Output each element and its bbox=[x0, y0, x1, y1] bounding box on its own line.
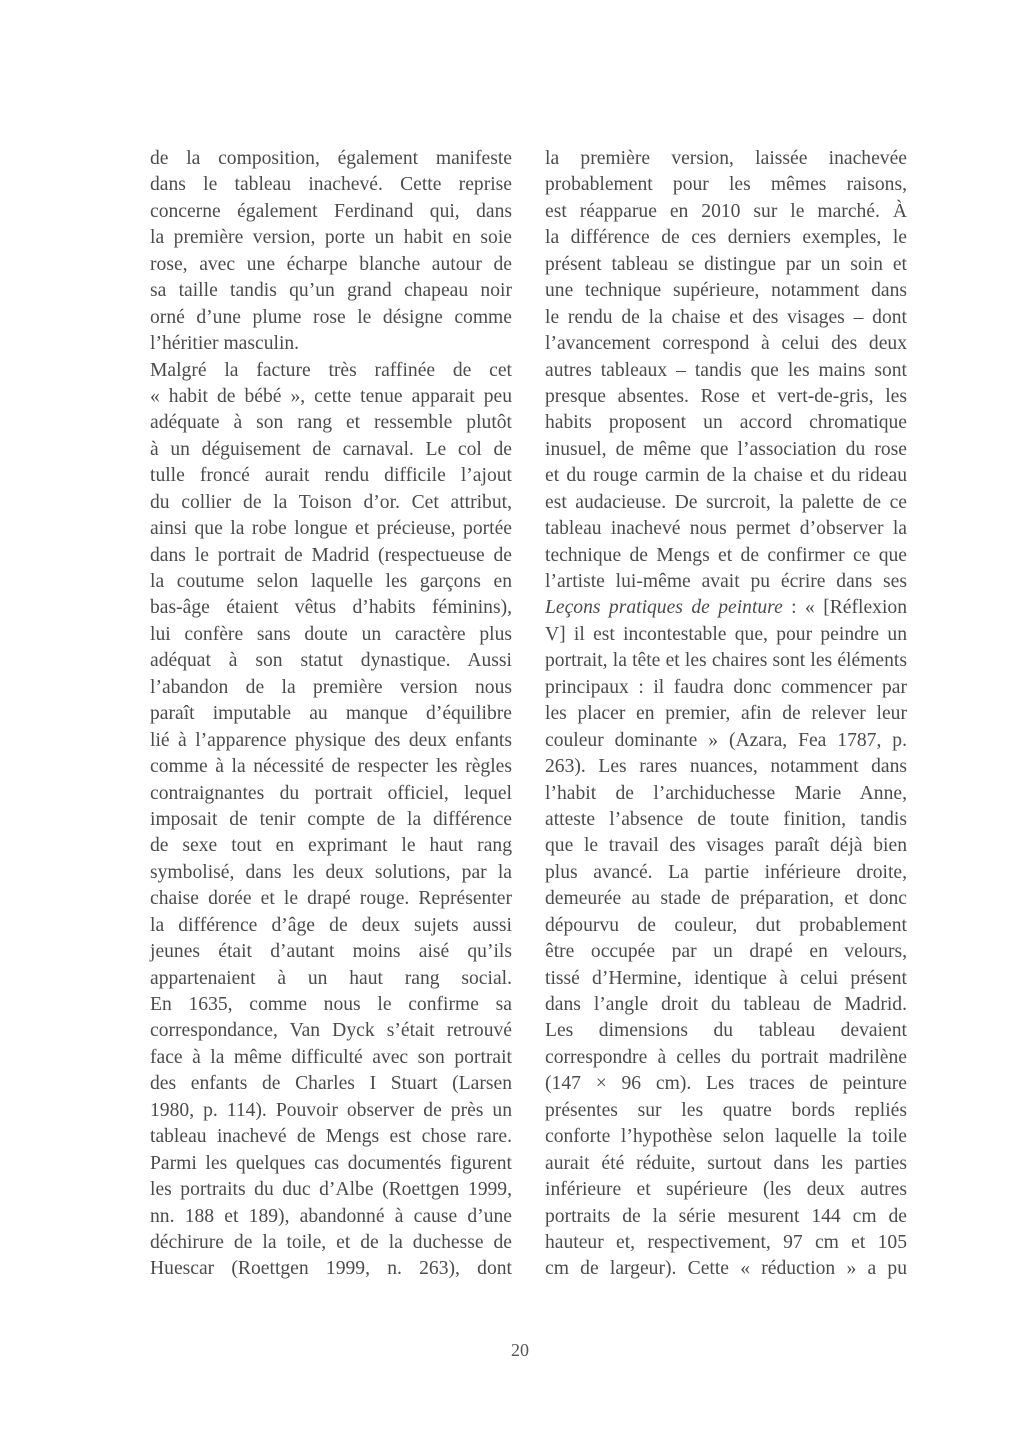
text-line: conforte l’hypothèse selon laquelle la toile bbox=[545, 1126, 907, 1148]
text-line: Les dimensions du tableau devaient bbox=[545, 1020, 907, 1042]
text-column-right bbox=[545, 146, 907, 1283]
text-line: une technique supérieure, notamment dans bbox=[545, 280, 907, 302]
text-line: face à la même difficulté avec son portrait bbox=[150, 1046, 512, 1068]
text-line: autres tableaux – tandis que les mains sont bbox=[545, 359, 907, 381]
text-line: technique de Mengs et de confirmer ce que bbox=[545, 544, 907, 566]
text-line: concerne également Ferdinand qui, dans bbox=[150, 200, 512, 222]
text-line: symbolisé, dans les deux solutions, par la bbox=[150, 861, 512, 883]
text-line: Malgré la facture très raffinée de cet bbox=[150, 359, 512, 381]
text-line: « habit de bébé », cette tenue apparait peu bbox=[150, 385, 512, 407]
text-line: dans le tableau inachevé. Cette reprise bbox=[150, 174, 512, 196]
text-line: (147 × 96 cm). Les traces de peinture bbox=[545, 1073, 907, 1095]
text-line: 263). Les rares nuances, notamment dans bbox=[545, 756, 907, 778]
text-line: Huescar (Roettgen 1999, n. 263), dont bbox=[150, 1258, 512, 1280]
page-number: 20 bbox=[511, 1340, 529, 1360]
text-line: atteste l’absence de toute finition, tandis bbox=[545, 808, 907, 830]
text-line: le rendu de la chaise et des visages – dont bbox=[545, 306, 907, 328]
text-line: presque absentes. Rose et vert-de-gris, les bbox=[545, 385, 907, 407]
text-line: habits proposent un accord chromatique bbox=[545, 412, 907, 434]
text-line: que le travail des visages paraît déjà bien bbox=[545, 835, 907, 857]
text-line: principaux : il faudra donc commencer par bbox=[545, 676, 907, 698]
text-line: tableau inachevé nous permet d’observer la bbox=[545, 518, 907, 540]
text-line: l’artiste lui-même avait pu écrire dans ses bbox=[545, 571, 907, 592]
text-line: l’héritier masculin. bbox=[150, 333, 300, 355]
text-line: la différence d’âge de deux sujets aussi bbox=[150, 914, 512, 936]
text-line: de sexe tout en exprimant le haut rang bbox=[150, 835, 512, 857]
text-line: tissé d’Hermine, identique à celui présent bbox=[545, 967, 907, 989]
text-line: V] il est incontestable que, pour peindre un bbox=[545, 623, 907, 645]
text-line: hauteur et, respectivement, 97 cm et 105 bbox=[545, 1231, 907, 1253]
text-line: est réapparue en 2010 sur le marché. À bbox=[545, 200, 907, 222]
text-line: présent tableau se distingue par un soin et bbox=[545, 253, 907, 275]
text-line: à un déguisement de carnaval. Le col de bbox=[150, 438, 512, 460]
text-line: lié à l’apparence physique des deux enfants bbox=[150, 729, 512, 751]
text-line: couleur dominante » (Azara, Fea 1787, p. bbox=[545, 729, 907, 751]
text-line: lui confère sans doute un caractère plus bbox=[150, 623, 512, 645]
text-line: portrait, la tête et les chaires sont les éléments bbox=[545, 650, 907, 672]
text-line: demeurée au stade de préparation, et donc bbox=[545, 888, 907, 910]
text-line: cm de largeur). Cette « réduction » a pu bbox=[545, 1258, 907, 1280]
text-line: En 1635, comme nous le confirme sa bbox=[150, 994, 512, 1015]
text-line: paraît imputable au manque d’équilibre bbox=[150, 703, 512, 725]
text-line: du collier de la Toison d’or. Cet attribut, bbox=[150, 491, 512, 513]
text-line: orné d’une plume rose le désigne comme bbox=[150, 306, 512, 328]
text-line: imposait de tenir compte de la différence bbox=[150, 808, 512, 830]
text-line-rest: : « [Réflexion bbox=[782, 597, 907, 619]
text-line: l’abandon de la première version nous bbox=[150, 676, 512, 698]
text-line: la première version, porte un habit en soie bbox=[150, 227, 512, 249]
italic-title: Leçons pratiques de peinture bbox=[545, 597, 783, 619]
text-line: est audacieuse. De surcroit, la palette de ce bbox=[545, 491, 907, 513]
text-line: les portraits du duc d’Albe (Roettgen 1999, bbox=[150, 1179, 512, 1201]
text-line: aurait été réduite, surtout dans les parties bbox=[545, 1152, 907, 1174]
text-line: plus avancé. La partie inférieure droite, bbox=[545, 861, 907, 883]
text-line: inférieure et supérieure (les deux autres bbox=[545, 1179, 907, 1201]
text-line: dépourvu de couleur, dut probablement bbox=[545, 914, 907, 936]
text-line: 1980, p. 114). Pouvoir observer de près un bbox=[150, 1099, 512, 1121]
text-line: Parmi les quelques cas documentés figurent bbox=[150, 1152, 512, 1174]
text-line: présentes sur les quatre bords repliés bbox=[545, 1099, 907, 1121]
text-line bbox=[545, 595, 907, 621]
text-line: la coutume selon laquelle les garçons en bbox=[150, 571, 512, 592]
text-line: contraignantes du portrait officiel, lequel bbox=[150, 782, 512, 804]
text-line: ainsi que la robe longue et précieuse, portée bbox=[150, 518, 512, 540]
text-line: des enfants de Charles I Stuart (Larsen bbox=[150, 1073, 512, 1095]
text-line: correspondance, Van Dyck s’était retrouvé bbox=[150, 1020, 512, 1042]
text-line: correspondre à celles du portrait madrilène bbox=[545, 1046, 907, 1068]
text-line: dans l’angle droit du tableau de Madrid. bbox=[545, 994, 907, 1015]
text-line: la première version, laissée inachevée bbox=[545, 148, 907, 169]
text-line: sa taille tandis qu’un grand chapeau noir bbox=[150, 280, 512, 302]
text-line: inusuel, de même que l’association du rose bbox=[545, 438, 907, 460]
text-line: et du rouge carmin de la chaise et du rideau bbox=[545, 465, 907, 487]
text-line: les placer en premier, afin de relever leur bbox=[545, 703, 907, 725]
text-line: l’habit de l’archiduchesse Marie Anne, bbox=[545, 782, 907, 804]
text-line: être occupée par un drapé en velours, bbox=[545, 941, 907, 963]
text-line: adéquat à son statut dynastique. Aussi bbox=[150, 650, 512, 672]
text-line: tableau inachevé de Mengs est chose rare. bbox=[150, 1126, 512, 1148]
text-column-left bbox=[150, 146, 512, 1283]
text-line: l’avancement correspond à celui des deux bbox=[545, 333, 907, 355]
text-line: portraits de la série mesurent 144 cm de bbox=[545, 1205, 907, 1227]
text-line: de la composition, également manifeste bbox=[150, 148, 512, 169]
text-line: appartenaient à un haut rang social. bbox=[150, 967, 512, 989]
text-line: adéquate à son rang et ressemble plutôt bbox=[150, 412, 512, 434]
text-line: bas-âge étaient vêtus d’habits féminins), bbox=[150, 597, 512, 619]
text-line: dans le portrait de Madrid (respectueuse de bbox=[150, 544, 512, 566]
text-line: tulle froncé aurait rendu difficile l’ajout bbox=[150, 465, 512, 487]
text-line: jeunes était d’autant moins aisé qu’ils bbox=[150, 941, 512, 963]
text-line: chaise dorée et le drapé rouge. Représenter bbox=[150, 888, 512, 910]
text-line: comme à la nécessité de respecter les règles bbox=[150, 756, 512, 778]
text-line: nn. 188 et 189), abandonné à cause d’une bbox=[150, 1205, 512, 1227]
text-line: probablement pour les mêmes raisons, bbox=[545, 174, 907, 196]
text-line: rose, avec une écharpe blanche autour de bbox=[150, 253, 512, 275]
text-line: la différence de ces derniers exemples, le bbox=[545, 227, 907, 249]
text-line: déchirure de la toile, et de la duchesse de bbox=[150, 1231, 512, 1253]
